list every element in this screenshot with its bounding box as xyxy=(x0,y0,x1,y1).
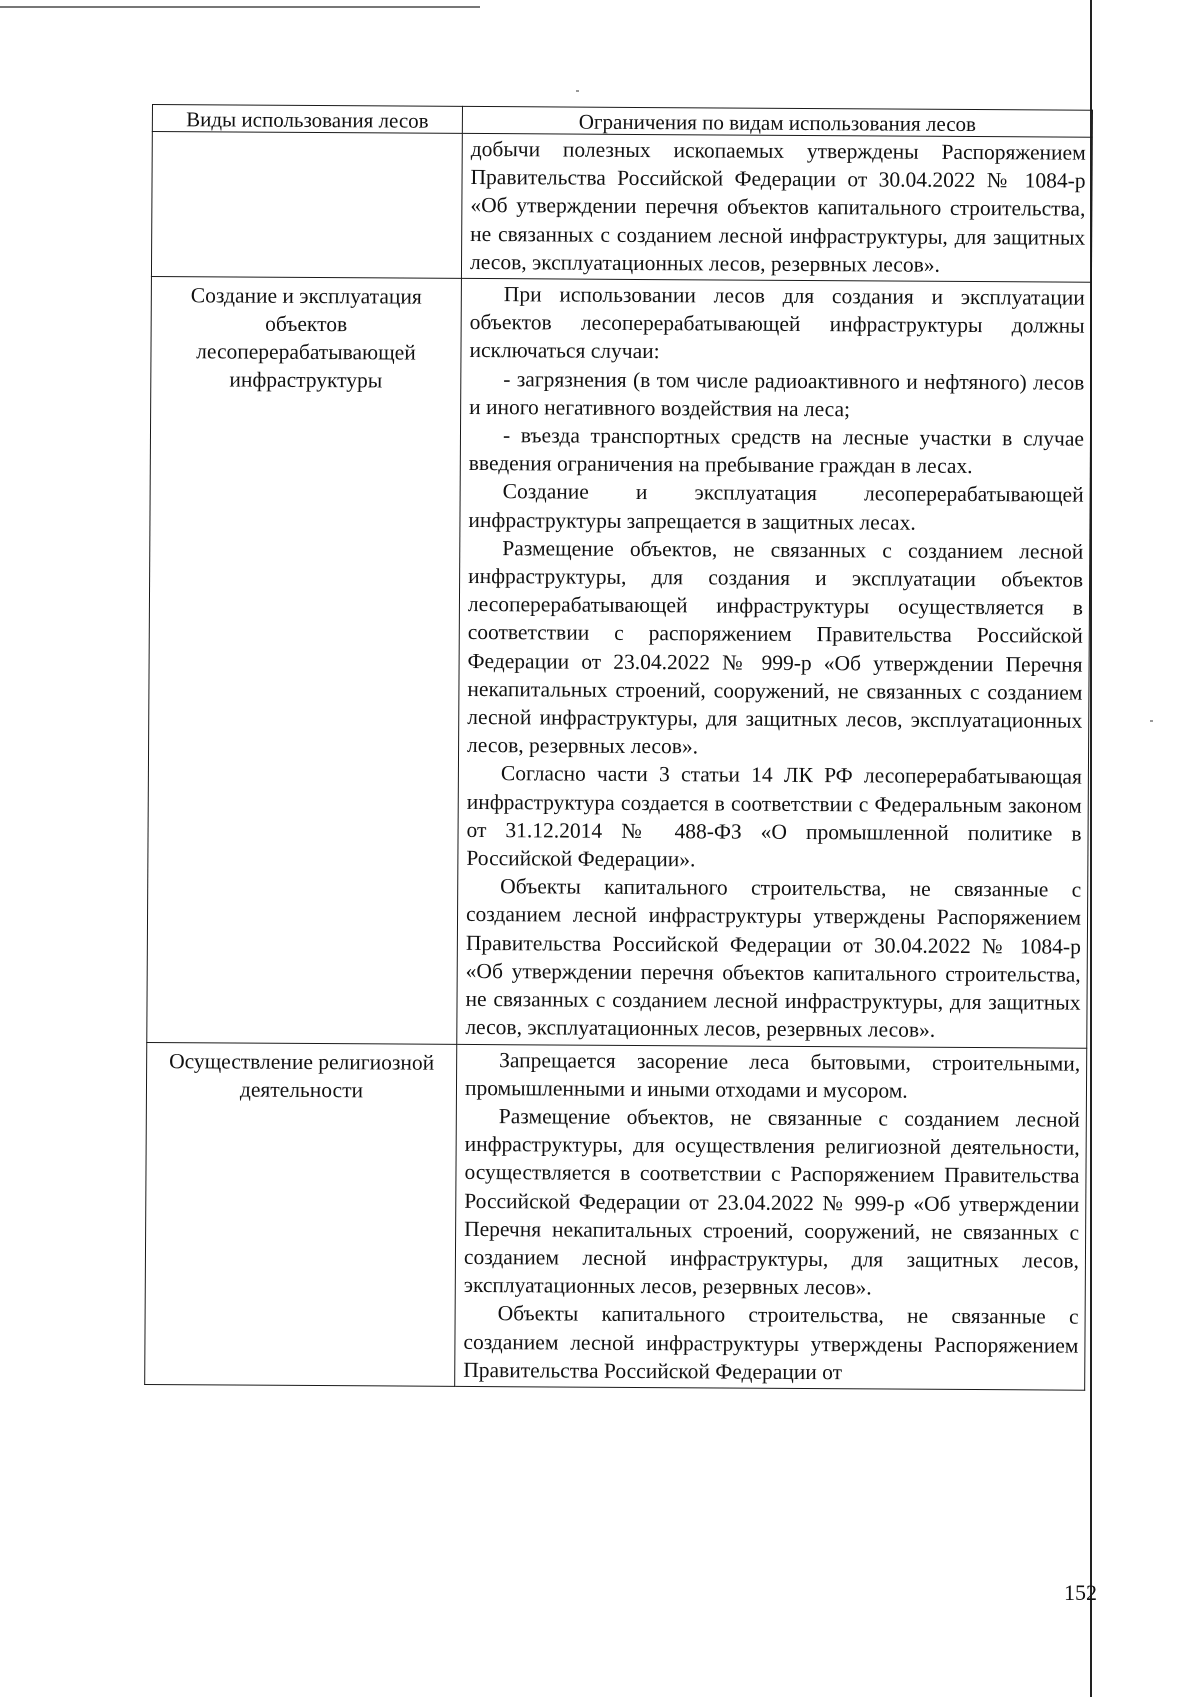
restriction-paragraph: Размещение объектов, не связанных с созданием лесной инфраструктуры, для создания и эксплуатации объектов лесоперерабатывающей инфраструктуры осуществляется в соответствии с распоряжением Правительства Российской Федерации от 23.04.2022 № 999-р «Об утверждении Перечня некапитальных строений, сооружений, не связанных с созданием лесной инфраструктуры, для защитных лесов, эксплуатационных лесов, резервных лесов». xyxy=(467,535,1084,759)
row-restrictions-cell xyxy=(455,1044,1087,1390)
scan-artifact-dot xyxy=(576,90,579,92)
restriction-paragraph: Размещение объектов, не связанные с созданием лесной инфраструктуры, для осуществления религиозной деятельности, осуществляется в соответствии с Распоряжением Правительства Российской Федерации от 23.04.2022 № 999-р «Об утверждении Перечня некапитальных строений, сооружений, не связанных с созданием лесной инфраструктуры, для защитных лесов, эксплуатационных лесов, резервных лесов». xyxy=(463,1104,1080,1300)
scan-artifact-top-line xyxy=(0,6,480,8)
restriction-paragraph: При использовании лесов для создания и эксплуатации объектов лесоперерабатывающей инфраструктуры должны исключаться случаи: xyxy=(469,282,1085,364)
restriction-paragraph: - въезда транспортных средств на лесные участки в случае введения ограничения на пребывание граждан в лесах. xyxy=(468,423,1085,479)
table-row xyxy=(147,277,1092,1048)
restriction-paragraph: добычи полезных ископаемых утверждены Распоряжением Правительства Российской Федерации от 30.04.2022 № 1084-р «Об утверждении перечня объектов капитального строительства, не связанных с созданием лесной инфраструктуры, для защитных лесов, эксплуатационных лесов, резервных лесов». xyxy=(469,136,1086,277)
row-restrictions-cell xyxy=(457,278,1092,1047)
restriction-paragraph: Объекты капитального строительства, не связанные с созданием лесной инфраструктуры утверждены Распоряжением Правительства Российской Федерации от xyxy=(463,1301,1079,1384)
header-forest-use-types: Виды использования лесов xyxy=(152,105,462,134)
restriction-paragraph: Объекты капитального строительства, не связанные с созданием лесной инфраструктуры утверждены Распоряжением Правительства Российской Федерации от 30.04.2022 № 1084-р «Об утверждении перечня объектов капитального строительства, не связанных с созданием лесной инфраструктуры, для защитных лесов, эксплуатационных лесов, резервных лесов». xyxy=(465,874,1082,1043)
row-restrictions-cell xyxy=(461,133,1092,282)
table-row xyxy=(145,1042,1087,1390)
header-restrictions: Ограничения по видам использования лесов xyxy=(462,106,1092,137)
row-type-cell xyxy=(151,132,462,279)
restriction-paragraph: Согласно части 3 статьи 14 ЛК РФ лесоперерабатывающая инфраструктура создается в соответствии с Федеральным законом от 31.12.2014 № 488-ФЗ «О промышленной политике в Российской Федерации». xyxy=(466,761,1082,872)
forest-use-restrictions-table xyxy=(144,104,1093,1391)
row-type-cell: Создание и эксплуатация объектов лесоперерабатывающей инфраструктуры xyxy=(147,277,462,1044)
scan-artifact-dot xyxy=(1150,720,1153,722)
row-type-cell: Осуществление религиозной деятельности xyxy=(145,1042,457,1386)
restriction-paragraph: Запрещается засорение леса бытовыми, строительными, промышленными и иными отходами и мусором. xyxy=(464,1047,1081,1103)
page-number: 152 xyxy=(1064,1580,1097,1605)
table-row xyxy=(151,132,1092,283)
restriction-paragraph: Создание и эксплуатация лесоперерабатывающей инфраструктуры запрещается в защитных лесах. xyxy=(468,479,1084,535)
restriction-paragraph: - загрязнения (в том числе радиоактивного и нефтяного) лесов и иного негативного воздействия на леса; xyxy=(469,366,1085,422)
